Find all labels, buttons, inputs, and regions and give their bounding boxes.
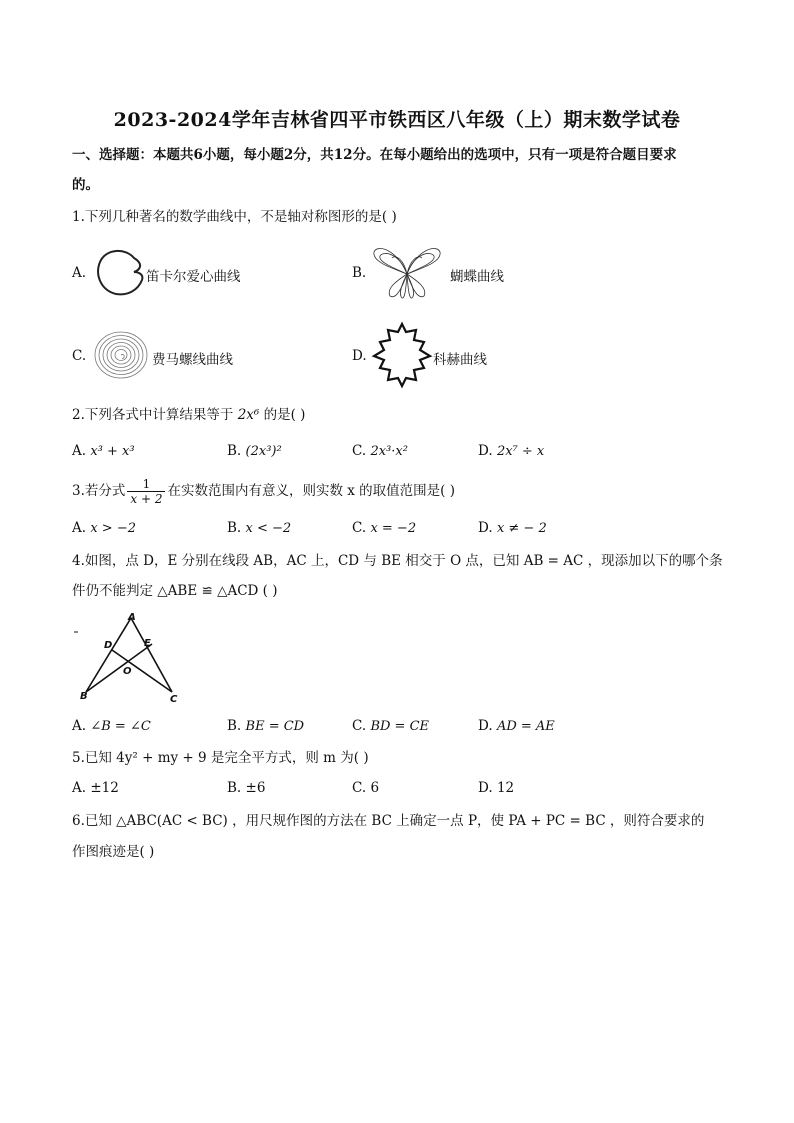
q2-stem bbox=[72, 406, 305, 424]
vertex-b-label: B bbox=[80, 691, 88, 702]
q1-option-d-letter: D. bbox=[352, 348, 367, 364]
cardioid-icon bbox=[94, 246, 146, 298]
vertex-e-label: E bbox=[144, 638, 151, 649]
q3-option-b: B. x < −2 bbox=[227, 520, 292, 536]
q1-option-c-label: 费马螺线曲线 bbox=[152, 352, 233, 368]
q5-stem: 5.已知 4y² + my + 9 是完全平方式，则 m 为( ) bbox=[72, 750, 369, 766]
q5-option-d: D. 12 bbox=[478, 780, 515, 796]
vertex-c-label: C bbox=[170, 694, 178, 705]
q3-option-d: D. x ≠ − 2 bbox=[478, 520, 547, 536]
q4-option-d: D. AD = AE bbox=[478, 718, 555, 734]
q5-option-b: B. ±6 bbox=[227, 780, 266, 796]
q2-option-c: C. 2x³·x² bbox=[352, 443, 408, 459]
q5-option-c: C. 6 bbox=[352, 780, 380, 796]
q2-stem-expr: 2x⁶ bbox=[237, 407, 260, 423]
q1-option-b-letter: B. bbox=[352, 265, 367, 281]
q2-option-a: A. x³ + x³ bbox=[72, 443, 135, 459]
q2-stem-suffix: 的是( ) bbox=[263, 407, 306, 423]
q2-stem-prefix: 2.下列各式中计算结果等于 bbox=[72, 407, 234, 423]
q4-stem-line1: 4.如图，点 D，E 分别在线段 AB，AC 上，CD 与 BE 相交于 O 点，已知 AB = AC ，现添加以下的哪个条 bbox=[72, 553, 723, 569]
q5-option-a: A. ±12 bbox=[72, 780, 119, 796]
q2-option-b: B. (2x³)² bbox=[227, 443, 282, 459]
section-heading: 一、选择题：本题共6小题，每小题2分，共12分。在每小题给出的选项中，只有一项是符合题目要求 bbox=[72, 147, 677, 163]
q6-stem-line2: 作图痕迹是( ) bbox=[72, 844, 155, 860]
q3-option-c: C. x = −2 bbox=[352, 520, 417, 536]
q4-option-b: B. BE = CD bbox=[227, 718, 305, 734]
butterfly-curve-icon bbox=[372, 244, 442, 302]
q1-option-d-label: 科赫曲线 bbox=[433, 352, 487, 368]
q1-option-a-letter: A. bbox=[72, 265, 87, 281]
q1-stem: 1.下列几种著名的数学曲线中，不是轴对称图形的是( ) bbox=[72, 209, 397, 225]
q3-stem bbox=[72, 474, 455, 508]
q4-stem-line2: 件仍不能判定 △ABE ≌ △ACD ( ) bbox=[72, 583, 278, 599]
section-heading-cont: 的。 bbox=[72, 177, 99, 193]
fermat-spiral-icon bbox=[94, 331, 148, 379]
q3-stem-suffix: 在实数范围内有意义，则实数 x 的取值范围是( ) bbox=[167, 483, 456, 499]
q4-option-a: A. ∠B = ∠C bbox=[72, 718, 151, 734]
q3-stem-prefix: 3.若分式 bbox=[72, 483, 126, 499]
point-o-label: O bbox=[123, 666, 132, 677]
q4-option-c: C. BD = CE bbox=[352, 718, 430, 734]
q1-option-c-letter: C. bbox=[72, 348, 87, 364]
koch-snowflake-icon bbox=[372, 322, 432, 388]
q1-option-a-label: 笛卡尔爱心曲线 bbox=[146, 269, 241, 285]
page-title: 2023-2024学年吉林省四平市铁西区八年级（上）期末数学试卷 bbox=[113, 109, 681, 131]
vertex-d-label: D bbox=[104, 640, 113, 651]
q2-option-d: D. 2x⁷ ÷ x bbox=[478, 443, 545, 459]
vertex-a-label: A bbox=[128, 612, 136, 623]
q3-option-a: A. x > −2 bbox=[72, 520, 136, 536]
q3-fraction: $\frac{1}{x + 2}$ bbox=[127, 477, 165, 506]
q1-option-b-label: 蝴蝶曲线 bbox=[450, 269, 504, 285]
q6-stem-line1: 6.已知 △ABC(AC < BC) ，用尺规作图的方法在 BC 上确定一点 P，使 PA + PC = BC ，则符合要求的 bbox=[72, 813, 705, 829]
triangle-figure bbox=[74, 612, 184, 704]
